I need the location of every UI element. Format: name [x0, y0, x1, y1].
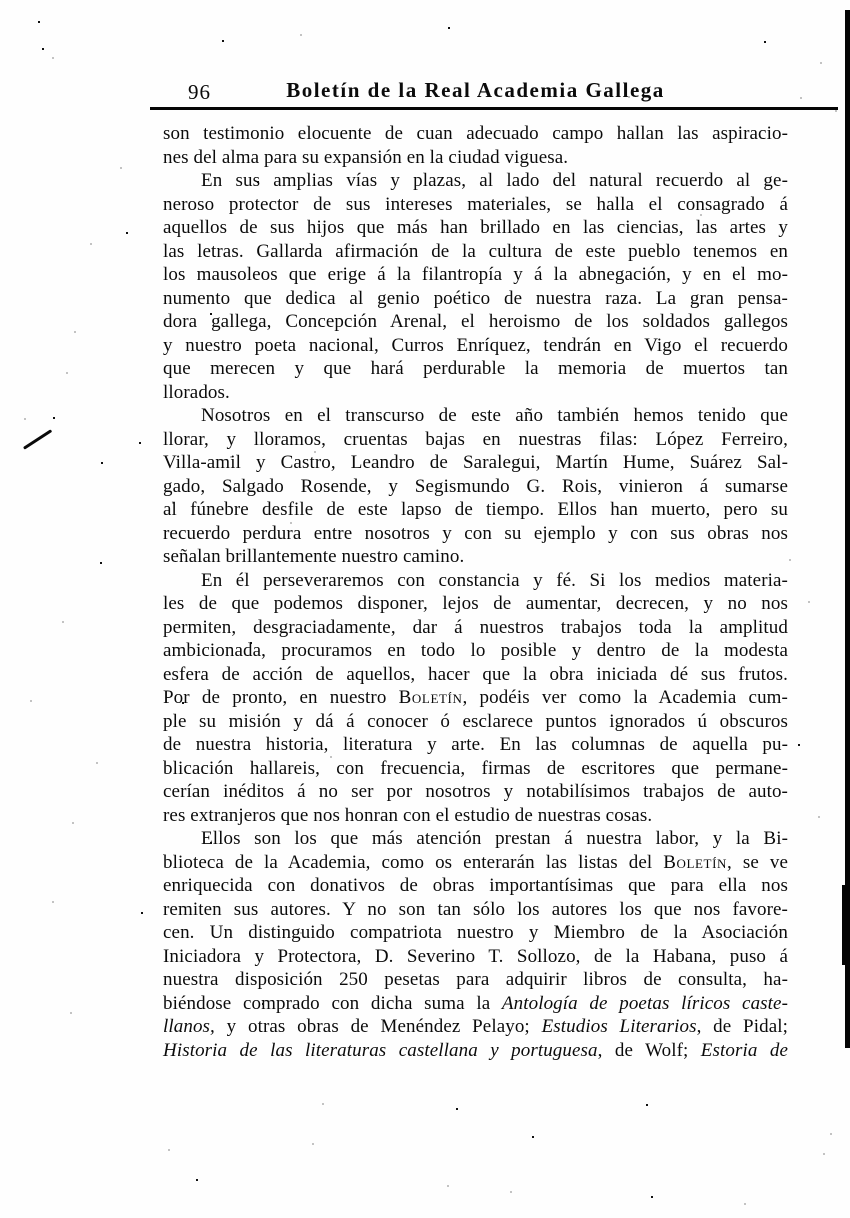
book-title-italic: Antología de poetas líricos caste-	[501, 992, 788, 1014]
text-run: recuerdo perdura entre nosotros y con su ejemplo y con sus obras nos	[163, 522, 788, 544]
text-run: res extranjeros que nos honran con el estudio de nuestras cosas.	[163, 804, 653, 826]
text-run: nes del alma para su expansión en la ciudad viguesa.	[163, 146, 569, 168]
text-run: Nosotros en el transcurso de este año también hemos tenido que	[201, 405, 788, 426]
text-line	[163, 216, 788, 240]
text-line	[163, 569, 788, 593]
text-run: , de Wolf;	[597, 1039, 701, 1061]
text-run: de nuestra historia, literatura y arte. En las columnas de aquella pu-	[163, 734, 788, 755]
text-run: y otras obras de Menéndez Pelayo;	[214, 1016, 542, 1037]
page-body-text	[163, 122, 788, 1062]
text-line	[163, 898, 788, 922]
text-run: blioteca de la Academia, como os enterarán las listas del	[163, 851, 664, 873]
text-line	[163, 287, 788, 311]
text-run: En él perseveraremos con constancia y fé. Si los medios materia-	[201, 569, 788, 591]
boletin-smallcaps: Boletín	[398, 687, 463, 708]
text-run: En sus amplias vías y plazas, al lado del natural recuerdo al ge-	[201, 170, 788, 191]
text-run: gado, Salgado Rosende, y Segismundo G. Rois, vinieron á sumarse	[163, 475, 788, 497]
text-run: biéndose comprado con dicha suma la	[163, 992, 502, 1014]
text-run: son testimonio elocuente de cuan adecuado campo hallan las aspiracio-	[163, 123, 788, 144]
text-line	[163, 522, 788, 546]
text-run: permiten, desgraciadamente, dar á nuestros trabajos toda la amplitud	[163, 616, 788, 638]
text-line	[163, 1039, 788, 1063]
text-line	[163, 874, 788, 898]
text-line	[163, 710, 788, 734]
text-line	[163, 475, 788, 499]
margin-pen-mark	[23, 429, 52, 449]
header-rule	[150, 107, 838, 110]
text-run: al fúnebre desfile de este lapso de tiempo. Ellos han muerto, pero su	[163, 499, 788, 520]
text-run: llorar, y lloramos, cruentas bajas en nuestras filas: López Ferreiro,	[163, 428, 788, 450]
text-line	[163, 169, 788, 193]
text-line	[163, 827, 788, 851]
text-run: , de Pidal;	[696, 1016, 788, 1037]
text-run: Por de pronto, en nuestro	[163, 687, 399, 708]
text-line	[163, 357, 788, 381]
scan-gutter-shadow-bulge	[842, 885, 850, 965]
text-run: nuestra disposición 250 pesetas para adquirir libros de consulta, ha-	[163, 969, 788, 990]
text-line	[163, 428, 788, 452]
text-run: neroso protector de sus intereses materiales, se halla el consagrado á	[163, 193, 788, 215]
text-run: numento que dedica al genio poético de nuestra raza. La gran pensa-	[163, 287, 788, 309]
page-header	[163, 78, 788, 108]
text-line	[163, 686, 788, 710]
text-line	[163, 1015, 788, 1039]
text-run: enriquecida con donativos de obras importantísimas que para ella nos	[163, 875, 788, 896]
text-run: , podéis ver como la Academia cum-	[462, 687, 788, 708]
text-line	[163, 780, 788, 804]
text-line	[163, 122, 788, 146]
text-run: Ellos son los que más atención prestan á nuestra labor, y la Bi-	[201, 828, 788, 849]
text-line	[163, 921, 788, 945]
text-run: Villa-amil y Castro, Leandro de Saralegui, Martín Hume, Suárez Sal-	[163, 452, 788, 473]
text-run: Iniciadora y Protectora, D. Severino T. Sollozo, de la Habana, puso á	[163, 945, 788, 967]
text-run: les de que podemos disponer, lejos de aumentar, decrecen, y no nos	[163, 593, 788, 614]
text-run: ple su misión y dá á conocer ó esclarece puntos ignorados ú obscuros	[163, 710, 788, 732]
text-line	[163, 663, 788, 687]
boletin-smallcaps: Boletín	[663, 851, 728, 873]
text-run: blicación hallareis, con frecuencia, firmas de escritores que permane-	[163, 757, 788, 779]
text-line	[163, 992, 788, 1016]
book-title-italic: Estoria de	[700, 1039, 788, 1061]
text-run: , se ve	[727, 851, 788, 873]
text-line	[163, 733, 788, 757]
text-run: las letras. Gallarda afirmación de la cultura de este pueblo tenemos en	[163, 240, 788, 262]
scan-noise-speckles	[0, 0, 2, 2]
text-line	[163, 804, 788, 828]
text-line	[163, 592, 788, 616]
text-line	[163, 404, 788, 428]
text-line	[163, 968, 788, 992]
text-line	[163, 240, 788, 264]
text-line	[163, 451, 788, 475]
text-line	[163, 757, 788, 781]
book-title-italic: llanos,	[163, 1016, 215, 1037]
text-line	[163, 334, 788, 358]
text-line	[163, 545, 788, 569]
text-line	[163, 945, 788, 969]
text-run: cerían inéditos á no ser por nosotros y notabilísimos trabajos de auto-	[163, 781, 788, 802]
journal-title: Boletín de la Real Academia Gallega	[286, 78, 665, 102]
text-line	[163, 263, 788, 287]
text-run: aquellos de sus hijos que más han brillado en las ciencias, las artes y	[163, 217, 788, 238]
text-run: cen. Un distinguido compatriota nuestro y Miembro de la Asociación	[163, 922, 788, 943]
book-title-italic: Estudios Literarios	[541, 1016, 697, 1037]
text-line	[163, 381, 788, 405]
text-run: llorados.	[163, 381, 230, 403]
text-run: remiten sus autores. Y no son tan sólo los autores los que nos favore-	[163, 898, 788, 920]
text-line	[163, 146, 788, 170]
book-title-italic: Historia de las literaturas castellana y portuguesa	[163, 1039, 598, 1061]
text-line	[163, 498, 788, 522]
text-run: los mausoleos que erige á la filantropía y á la abnegación, y en el mo-	[163, 264, 788, 285]
text-run: ambicionada, procuramos en todo lo posible y dentro de la modesta	[163, 640, 788, 661]
text-line	[163, 310, 788, 334]
text-line	[163, 639, 788, 663]
text-run: que merecen y que hará perdurable la memoria de muertos tan	[163, 358, 788, 379]
text-run: señalan brillantemente nuestro camino.	[163, 546, 465, 567]
text-run: esfera de acción de aquellos, hacer que la obra iniciada dé sus frutos.	[163, 663, 788, 685]
text-line	[163, 851, 788, 875]
text-line	[163, 193, 788, 217]
text-run: y nuestro poeta nacional, Curros Enríquez, tendrán en Vigo el recuerdo	[163, 334, 788, 356]
text-run: dora gallega, Concepción Arenal, el heroismo de los soldados gallegos	[163, 311, 788, 332]
page-number: 96	[188, 80, 211, 104]
text-line	[163, 616, 788, 640]
